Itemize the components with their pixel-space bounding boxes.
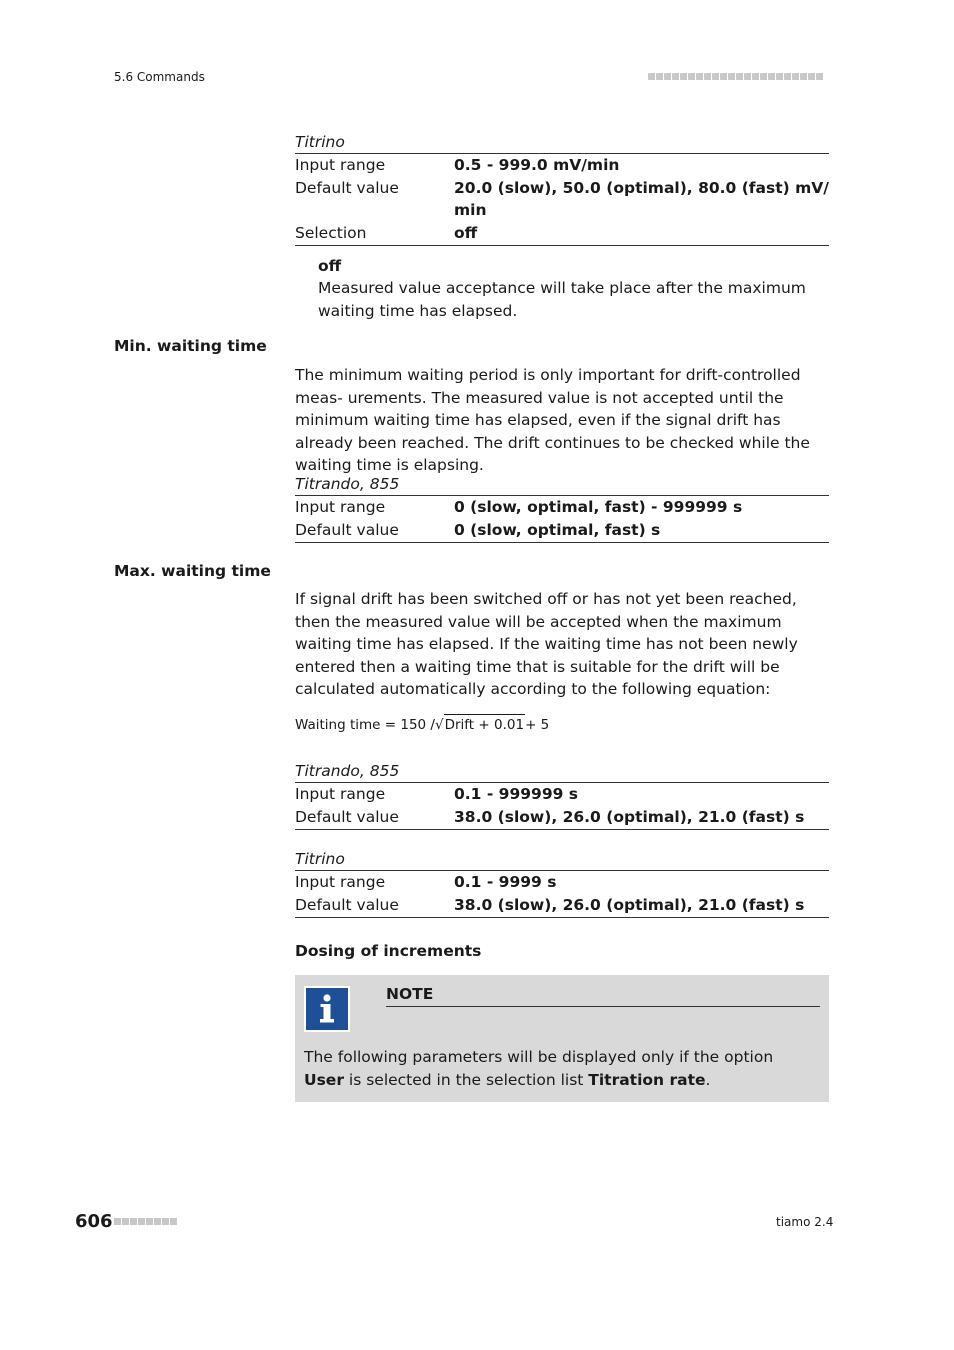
max-waiting-text: If signal drift has been switched off or has not yet been reached, then the measured value will be accepted when the maximum waiting time has elapsed. If the waiting time has not been newly entered then a waiting time that is suitable for the drift will be calculated automatically according to the following equation:: [295, 590, 798, 698]
titrino-drift-table: [295, 131, 829, 246]
table-caption: Titrino: [295, 133, 345, 151]
min-waiting-text: The minimum waiting period is only important for drift-controlled meas- urements. The measured value is not accepted until the minimum waiting time has elapsed, even if the signal drift has already been reached. The drift continues to be checked while the waiting time is elapsing.: [295, 366, 810, 474]
row-key: Default value: [295, 520, 399, 539]
table-caption: Titrando, 855: [295, 762, 400, 780]
row-value: 0.5 - 999.0 mV/min: [454, 156, 620, 174]
running-header-section: 5.6 Commands: [114, 70, 205, 84]
option-off-label: off: [318, 257, 342, 275]
table-caption: Titrando, 855: [295, 475, 400, 493]
table-row: [295, 154, 829, 177]
radical-sign: √: [434, 717, 444, 733]
table-row: [295, 519, 829, 542]
note-text-part: The following parameters will be displayed only if the option: [304, 1048, 774, 1066]
row-key: Default value: [295, 895, 399, 914]
table-row: [295, 177, 829, 222]
note-text: [304, 1046, 814, 1091]
row-value: 0 (slow, optimal, fast) s: [454, 520, 661, 539]
footer-decoration: [114, 1218, 177, 1225]
note-text-part: is selected in the selection list: [343, 1070, 589, 1089]
waiting-time-equation: [295, 714, 549, 735]
max-waiting-titrando-table: [295, 760, 829, 830]
note-list-titration-rate: Titration rate: [588, 1070, 706, 1089]
table-row: [295, 783, 829, 806]
table-caption: Titrino: [295, 850, 345, 868]
header-decoration: [648, 73, 823, 80]
table-row: [295, 894, 829, 917]
min-waiting-heading: Min. waiting time: [114, 337, 267, 355]
row-value: 38.0 (slow), 26.0 (optimal), 21.0 (fast) s: [454, 895, 805, 914]
info-icon: [304, 986, 350, 1032]
row-value: 0.1 - 9999 s: [454, 873, 557, 891]
footer-product: tiamo 2.4: [776, 1215, 834, 1229]
row-key: Input range: [295, 498, 386, 516]
equation-radicand: Drift + 0.01: [444, 714, 525, 735]
row-key: Default value: [295, 178, 399, 197]
row-value: 0.1 - 999999 s: [454, 785, 579, 803]
table-row: [295, 871, 829, 894]
row-value: off: [454, 223, 478, 242]
max-waiting-heading: Max. waiting time: [114, 562, 271, 580]
row-value: 20.0 (slow), 50.0 (optimal), 80.0 (fast) mV/ min: [454, 178, 829, 219]
min-waiting-table: [295, 473, 829, 543]
equation-tail: + 5: [525, 717, 550, 733]
equation-lhs: Waiting time = 150 /: [295, 717, 435, 733]
page-number: 606: [75, 1211, 113, 1232]
note-option-user: User: [304, 1070, 344, 1089]
note-text-part: .: [705, 1070, 711, 1089]
row-key: Input range: [295, 156, 386, 174]
table-row: [295, 496, 829, 519]
table-row: [295, 806, 829, 829]
dosing-heading: Dosing of increments: [295, 942, 482, 960]
note-box: [295, 975, 829, 1102]
equation-radical: [435, 714, 525, 735]
table-row: [295, 222, 829, 245]
row-key: Input range: [295, 785, 386, 803]
row-key: Selection: [295, 223, 367, 242]
row-value: 0 (slow, optimal, fast) - 999999 s: [454, 498, 743, 516]
row-key: Input range: [295, 873, 386, 891]
row-value: 38.0 (slow), 26.0 (optimal), 21.0 (fast) s: [454, 807, 805, 826]
note-title: NOTE: [386, 983, 820, 1007]
option-off-description: Measured value acceptance will take place after the maximum waiting time has elapsed.: [318, 279, 806, 320]
row-key: Default value: [295, 807, 399, 826]
max-waiting-titrino-table: [295, 848, 829, 918]
